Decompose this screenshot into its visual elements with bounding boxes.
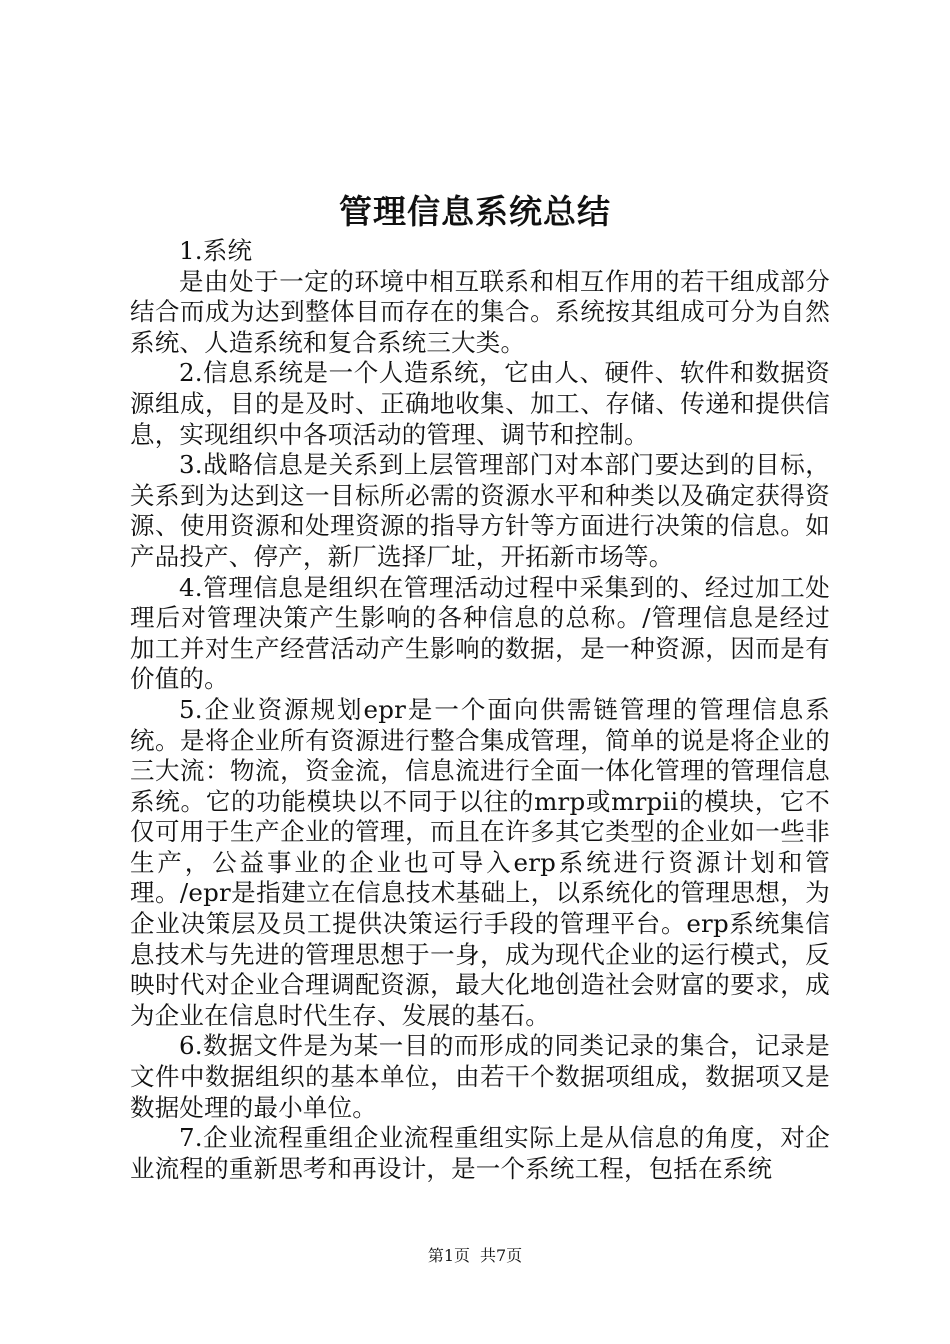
paragraph-1-system-definition: 是由处于一定的环境中相互联系和相互作用的若干组成部分结合而成为达到整体目而存在的集合。系统按其组成可分为自然系统、人造系统和复合系统三大类。 bbox=[130, 266, 830, 357]
paragraph-7-process-reengineering: 7.企业流程重组企业流程重组实际上是从信息的角度，对企业流程的重新思考和再设计，是一个系统工程，包括在系统 bbox=[130, 1123, 830, 1183]
paragraph-5-erp: 5.企业资源规划epr是一个面向供需链管理的管理信息系统。是将企业所有资源进行整合集成管理，简单的说是将企业的三大流：物流，资金流，信息流进行全面一体化管理的管理信息系统。它的功能模块以不同于以往的mrp或mrpii的模块，它不仅可用于生产企业的管理，而且在许多其它类型的企业如一些非生产，公益事业的企业也可导入erp系统进行资源计划和管理。/epr是指建立在信息技术基础上，以系统化的管理思想，为企业决策层及员工提供决策运行手段的管理平台。erp系统集信息技术与先进的管理思想于一身，成为现代企业的运行模式，反映时代对企业合理调配资源，最大化地创造社会财富的要求，成为企业在信息时代生存、发展的基石。 bbox=[130, 694, 830, 1030]
paragraph-2-information-system: 2.信息系统是一个人造系统，它由人、硬件、软件和数据资源组成，目的是及时、正确地收集、加工、存储、传递和提供信息，实现组织中各项活动的管理、调节和控制。 bbox=[130, 358, 830, 449]
page-footer bbox=[0, 1243, 950, 1266]
paragraph-4-management-information: 4.管理信息是组织在管理活动过程中采集到的、经过加工处理后对管理决策产生影响的各种信息的总称。/管理信息是经过加工并对生产经营活动产生影响的数据，是一种资源，因而是有价值的。 bbox=[130, 572, 830, 694]
paragraph-3-strategic-information: 3.战略信息是关系到上层管理部门对本部门要达到的目标，关系到为达到这一目标所必需的资源水平和种类以及确定获得资源、使用资源和处理资源的指导方针等方面进行决策的信息。如产品投产、停产，新厂选择厂址，开拓新市场等。 bbox=[130, 450, 830, 571]
paragraph-1-heading: 1.系统 bbox=[179, 236, 253, 265]
document-title: 管理信息系统总结 bbox=[339, 192, 611, 231]
page-number: 第1页 bbox=[427, 1246, 470, 1265]
page-total: 共7页 bbox=[480, 1246, 523, 1265]
document-body bbox=[130, 236, 830, 1184]
paragraph-6-data-file: 6.数据文件是为某一目的而形成的同类记录的集合，记录是文件中数据组织的基本单位，由若干个数据项组成，数据项又是数据处理的最小单位。 bbox=[130, 1031, 830, 1122]
